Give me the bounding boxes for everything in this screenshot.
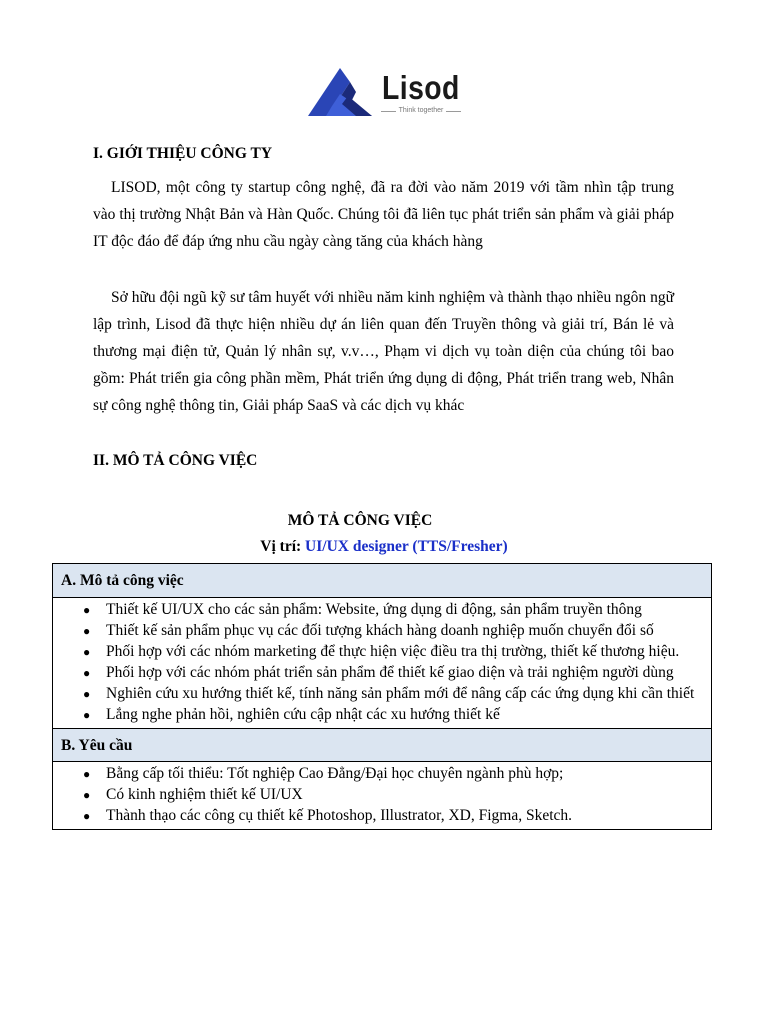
list-item: ● Thiết kế UI/UX cho các sản phẩm: Website, ứng dụng di động, sản phẩm truyền thông: [53, 600, 711, 621]
paragraph-text: Sở hữu đội ngũ kỹ sư tâm huyết với nhiều năm kinh nghiệm và thành thạo nhiều ngôn ngữ lập trình, Lisod đã thực hiện nhiều dự án liên quan đến Truyền thông và giải trí, Bán lẻ và thương mại điện tử, Quản lý nhân sự, v.v…, Phạm vi dịch vụ toàn diện của chúng tôi bao gồm: Phát triển gia công phần mềm, Phát triển ứng dụng di động, Phát triển trang web, Nhân sự công nghệ thông tin, Giải pháp SaaS và các dịch vụ khác: [93, 289, 674, 414]
section-b-list: [53, 762, 711, 829]
lisod-logo-mark-icon: [306, 66, 376, 118]
section-heading-company-intro: I. GIỚI THIỆU CÔNG TY: [93, 145, 273, 162]
company-logo: [306, 66, 466, 118]
bullet-icon: ●: [83, 624, 91, 638]
list-item: ● Lắng nghe phản hồi, nghiên cứu cập nhật các xu hướng thiết kế: [53, 705, 711, 726]
job-title: MÔ TẢ CÔNG VIỆC: [287, 512, 433, 529]
list-item: ● Thành thạo các công cụ thiết kế Photoshop, Illustrator, XD, Figma, Sketch.: [53, 806, 711, 827]
list-item: ● Nghiên cứu xu hướng thiết kế, tính năng sản phẩm mới để nâng cấp các ứng dụng khi cần thiết: [53, 684, 711, 705]
bullet-icon: ●: [83, 708, 91, 722]
tagline-divider-left: [381, 111, 396, 112]
bullet-icon: ●: [83, 603, 91, 617]
bullet-icon: ●: [83, 788, 91, 802]
bullet-icon: ●: [83, 645, 91, 659]
bullet-icon: ●: [83, 687, 91, 701]
company-intro-paragraph-1: [93, 174, 674, 255]
job-position: [0, 537, 768, 557]
bullet-icon: ●: [83, 767, 91, 781]
company-intro-paragraph-2: [93, 284, 674, 419]
section-heading-job-description: II. MÔ TẢ CÔNG VIỆC: [93, 452, 258, 469]
position-value: UI/UX designer (TTS/Fresher): [305, 538, 508, 555]
logo-tagline-row: [381, 106, 461, 116]
position-label: Vị trí:: [260, 538, 302, 555]
list-item: ● Phối hợp với các nhóm phát triển sản phẩm để thiết kế giao diện và trải nghiệm người dùng: [53, 663, 711, 684]
section-a-list: [53, 598, 711, 728]
logo-wordmark: Lisod: [382, 69, 460, 106]
logo-tagline: Think together: [398, 107, 444, 114]
bullet-icon: ●: [83, 666, 91, 680]
tagline-divider-right: [446, 111, 461, 112]
section-b-header: B. Yêu cầu: [53, 728, 711, 762]
list-item: ● Phối hợp với các nhóm marketing để thực hiện việc điều tra thị trường, thiết kế thương hiệu.: [53, 642, 711, 663]
list-item: ● Có kinh nghiệm thiết kế UI/UX: [53, 785, 711, 806]
paragraph-text: LISOD, một công ty startup công nghệ, đã ra đời vào năm 2019 với tầm nhìn tập trung vào thị trường Nhật Bản và Hàn Quốc. Chúng tôi đã liên tục phát triển sản phẩm và giải pháp IT độc đáo để đáp ứng nhu cầu ngày càng tăng của khách hàng: [93, 179, 674, 250]
section-a-header: A. Mô tả công việc: [53, 564, 711, 598]
list-item: ● Thiết kế sản phẩm phục vụ các đối tượng khách hàng doanh nghiệp muốn chuyển đổi số: [53, 621, 711, 642]
bullet-icon: ●: [83, 809, 91, 823]
list-item: ● Bằng cấp tối thiểu: Tốt nghiệp Cao Đẳng/Đại học chuyên ngành phù hợp;: [53, 764, 711, 785]
job-details-table: [52, 563, 712, 830]
